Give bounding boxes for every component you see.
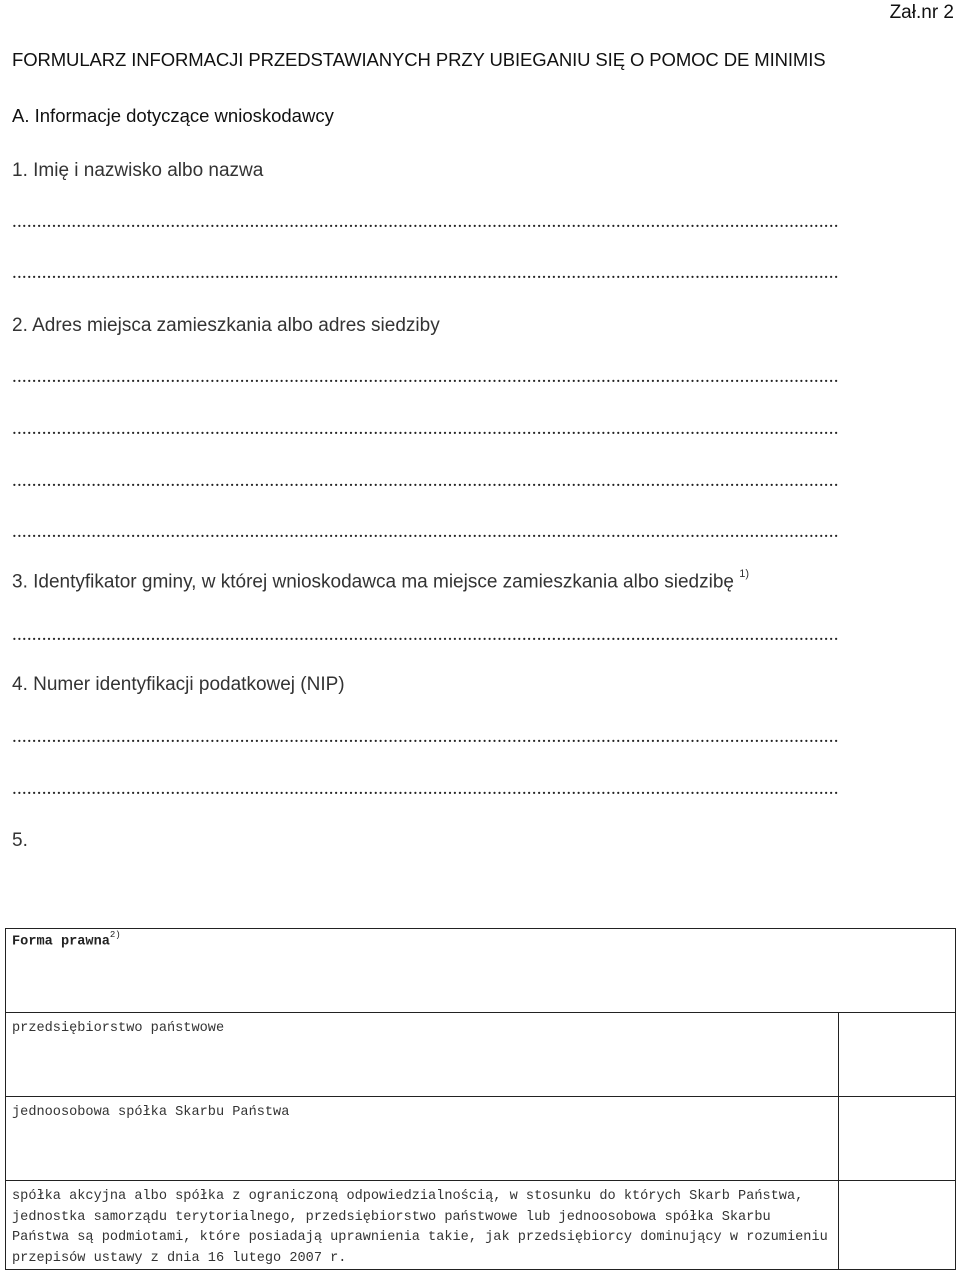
legal-form-checkbox-cell[interactable] bbox=[839, 1013, 956, 1097]
section-a-heading: A. Informacje dotyczące wnioskodawcy bbox=[12, 105, 334, 126]
legal-form-header-text: Forma prawna bbox=[12, 934, 110, 950]
legal-form-checkbox-cell[interactable] bbox=[839, 1097, 956, 1181]
fill-line-address-1[interactable]: ....................................................................................................................................................................... bbox=[12, 366, 839, 387]
field-label-nip: 4. Numer identyfikacji podatkowej (NIP) bbox=[12, 674, 345, 695]
fill-line-address-3[interactable]: ....................................................................................................................................................................... bbox=[12, 470, 839, 491]
fill-line-nip-2[interactable]: ....................................................................................................................................................................... bbox=[12, 778, 839, 799]
legal-form-option-label: jednoosobowa spółka Skarbu Państwa bbox=[12, 1105, 290, 1120]
legal-form-checkbox-cell[interactable] bbox=[839, 1181, 956, 1270]
fill-line-address-2[interactable]: ....................................................................................................................................................................... bbox=[12, 418, 839, 439]
field-label-address: 2. Adres miejsca zamieszkania albo adres siedziby bbox=[12, 315, 440, 336]
footnote-1-marker: 1) bbox=[739, 568, 750, 580]
field-label-name: 1. Imię i nazwisko albo nazwa bbox=[12, 160, 264, 181]
legal-form-table bbox=[5, 928, 956, 1270]
field-label-legal-form-number: 5. bbox=[12, 830, 28, 851]
legal-form-option-label: przedsiębiorstwo państwowe bbox=[12, 1021, 225, 1036]
legal-form-header-cell bbox=[6, 929, 956, 1013]
legal-form-option-row bbox=[6, 1013, 839, 1097]
legal-form-option-label: spółka akcyjna albo spółka z ograniczoną odpowiedzialnością, w stosunku do których Skarb Państwa, jednostka samorządu terytorialnego, przedsiębiorstwo państwowe lub jednoosobowa spółka Skarbu Państwa są podmiotami, które posiadają uprawnienia takie, jak przedsiębiorcy dominujący w rozumieniu przepisów ustawy z dnia 16 lutego 2007 r. bbox=[12, 1189, 828, 1266]
fill-line-name-1[interactable]: ....................................................................................................................................................................... bbox=[12, 211, 839, 232]
footnote-2-marker: 2) bbox=[109, 930, 121, 940]
fill-line-municipality[interactable]: ....................................................................................................................................................................... bbox=[12, 624, 839, 645]
legal-form-header bbox=[12, 929, 949, 950]
attachment-label: Zał.nr 2 bbox=[889, 2, 954, 23]
fill-line-name-2[interactable]: ....................................................................................................................................................................... bbox=[12, 262, 839, 283]
form-title: FORMULARZ INFORMACJI PRZEDSTAWIANYCH PRZY UBIEGANIU SIĘ O POMOC DE MINIMIS bbox=[12, 49, 826, 70]
legal-form-option-row bbox=[6, 1097, 839, 1181]
legal-form-option-row bbox=[6, 1181, 839, 1270]
fill-line-address-4[interactable]: ....................................................................................................................................................................... bbox=[12, 521, 839, 542]
field-label-municipality bbox=[12, 568, 750, 593]
municipality-label-text: 3. Identyfikator gminy, w której wnioskodawca ma miejsce zamieszkania albo siedzibę bbox=[12, 571, 734, 593]
fill-line-nip-1[interactable]: ....................................................................................................................................................................... bbox=[12, 726, 839, 747]
